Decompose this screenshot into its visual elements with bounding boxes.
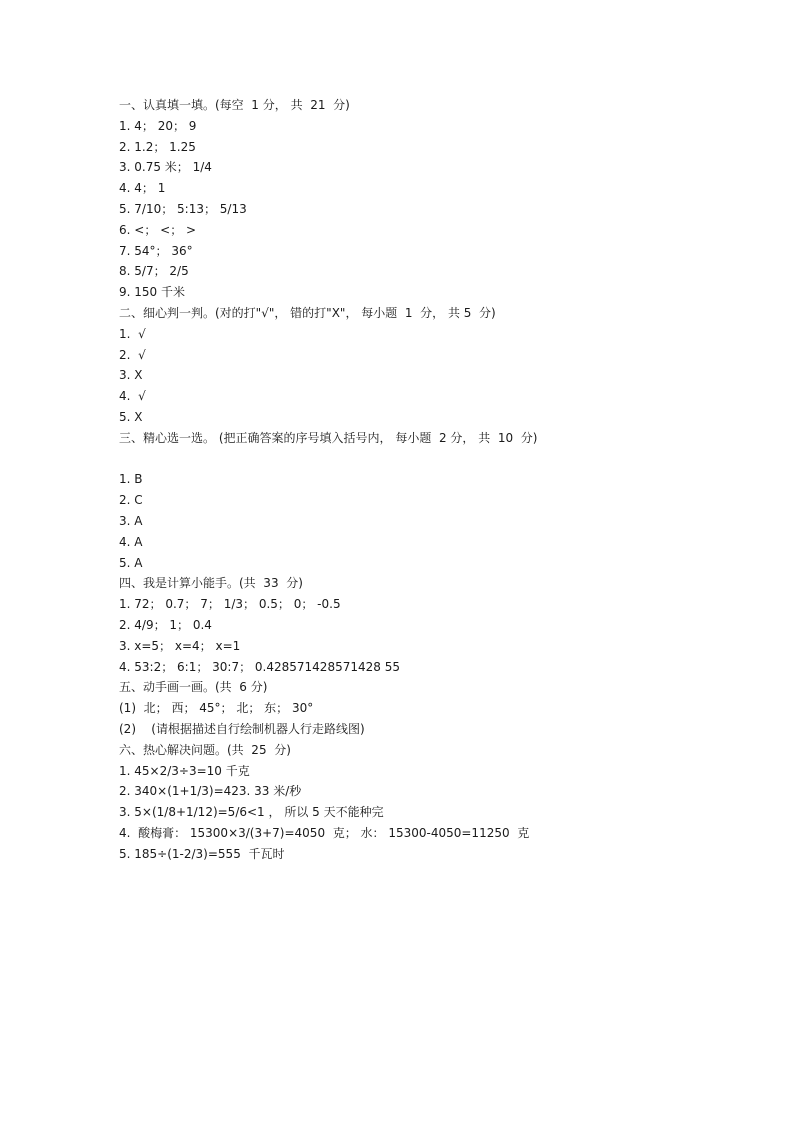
answer-line: 4. 酸梅膏： 15300×3/(3+7)=4050 克； 水： 15300-4050=11250 克 <box>119 825 530 840</box>
answer-line: 1. 4； 20； 9 <box>119 118 197 133</box>
answer-line: 2. C <box>119 493 143 508</box>
blank-line <box>119 449 759 470</box>
answer-line: 2. 1.2； 1.25 <box>119 139 196 154</box>
answer-line: 5. X <box>119 409 143 424</box>
answer-line: 9. 150 千米 <box>119 285 185 300</box>
answer-line: 3. 5×(1/8+1/12)=5/6<1 ， 所以 5 天不能种完 <box>119 805 384 820</box>
answer-line: 7. 54°； 36° <box>119 243 193 258</box>
answer-line: 4. √ <box>119 389 146 404</box>
answer-line: (1) 北； 西； 45°； 北； 东； 30° <box>119 701 314 716</box>
answer-line: 5. A <box>119 555 143 570</box>
answer-line: 3. 0.75 米； 1/4 <box>119 160 212 175</box>
answer-line: 1. 72； 0.7； 7； 1/3； 0.5； 0； -0.5 <box>119 597 341 612</box>
answer-line: 8. 5/7； 2/5 <box>119 264 189 279</box>
answer-line: 3. A <box>119 513 143 528</box>
answer-line: 6. <； <； > <box>119 222 197 237</box>
answer-line: 4. 4； 1 <box>119 181 166 196</box>
answer-line: 3. X <box>119 368 143 383</box>
answer-line: 1. 45×2/3÷3=10 千克 <box>119 763 250 778</box>
answer-line: (2) (请根据描述自行绘制机器人行走路线图) <box>119 721 365 736</box>
answer-sheet <box>119 95 759 864</box>
answer-line: 2. 340×(1+1/3)=423. 33 米/秒 <box>119 784 302 799</box>
section-heading-2: 二、细心判一判。(对的打"√"， 错的打"X"， 每小题 1 分， 共 5 分) <box>119 305 496 320</box>
section-heading-3: 三、精心选一选。 (把正确答案的序号填入括号内， 每小题 2 分， 共 10 分) <box>119 430 538 445</box>
answer-line: 4. 53:2； 6:1； 30:7； 0.428571428571428 55 <box>119 659 400 674</box>
section-heading-1: 一、认真填一填。(每空 1 分， 共 21 分) <box>119 98 350 112</box>
answer-line: 4. A <box>119 534 143 549</box>
section-heading-4: 四、我是计算小能手。(共 33 分) <box>119 576 303 591</box>
answer-line: 1. B <box>119 472 143 487</box>
answer-line: 5. 7/10； 5:13； 5/13 <box>119 201 247 216</box>
answer-line: 1. √ <box>119 326 146 341</box>
section-heading-5: 五、动手画一画。(共 6 分) <box>119 680 268 695</box>
answer-line: 5. 185÷(1-2/3)=555 千瓦时 <box>119 846 285 861</box>
answer-line: 2. √ <box>119 347 146 362</box>
answer-line: 3. x=5； x=4； x=1 <box>119 638 241 653</box>
answer-line: 2. 4/9； 1； 0.4 <box>119 617 212 632</box>
section-heading-6: 六、热心解决问题。(共 25 分) <box>119 742 291 757</box>
